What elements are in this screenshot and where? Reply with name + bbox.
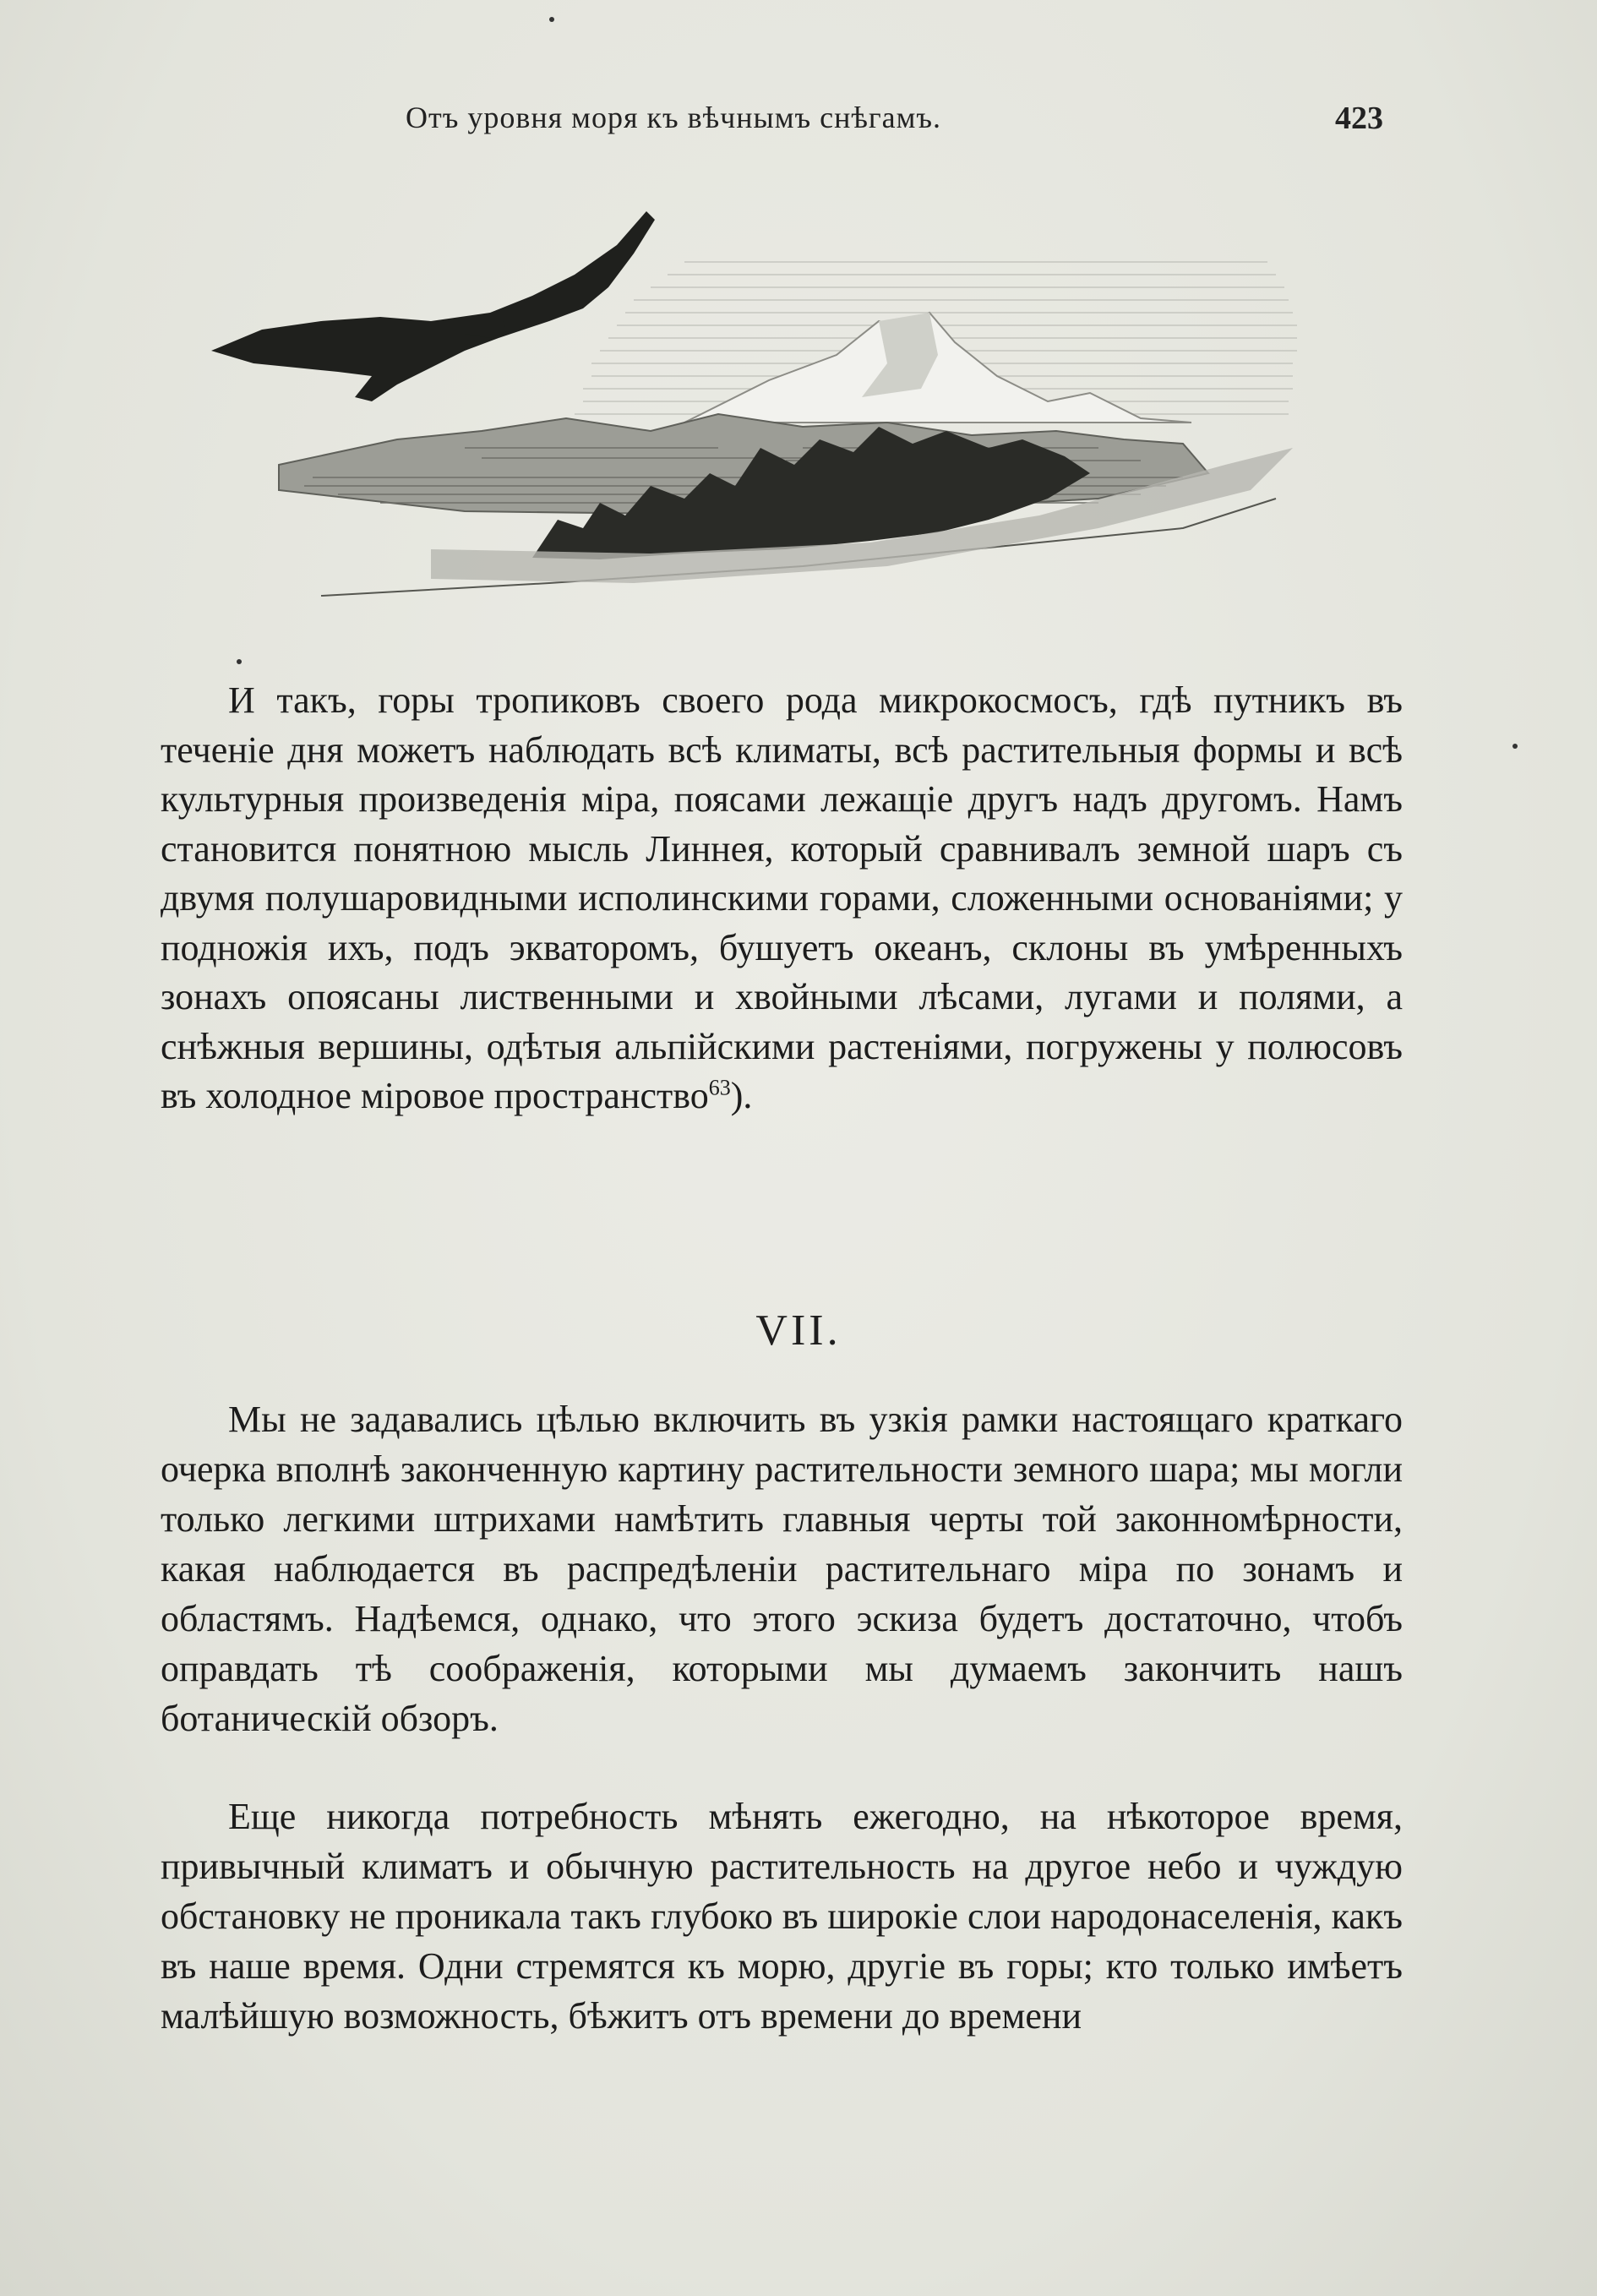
running-title: Отъ уровня моря къ вѣчнымъ снѣгамъ. (406, 101, 942, 134)
paragraph-closing: ). (730, 1075, 753, 1116)
paragraph-tropics (161, 676, 1403, 1121)
print-speck (1513, 744, 1518, 749)
paragraph-text: И такъ, горы тропиковъ своего рода микрокосмосъ, гдѣ путникъ въ теченіе дня можетъ наблюдать всѣ климаты, всѣ растительныя формы и всѣ культурныя произведенія міра, поясами лежащіе другъ надъ другомъ. Намъ становится понятною мысль Линнея, который сравнивалъ земной шаръ съ двумя полушаровидными исполинскими горами, сложенными основаніями; у подножія ихъ, подъ экваторомъ, бушуетъ океанъ, склоны въ умѣренныхъ зонахъ опоясаны лиственными и хвойными лѣсами, лугами и полями, а снѣжныя вершины, одѣтыя альпійскими растеніями, погружены у полюсовъ въ холодное міровое пространство (161, 679, 1403, 1116)
paragraph-aims (161, 1394, 1403, 1743)
print-speck (549, 17, 554, 22)
paragraph-travel (161, 1792, 1403, 2041)
eagle-icon (211, 211, 655, 401)
eagle-mountains-illustration (211, 194, 1344, 617)
print-speck (237, 659, 242, 664)
section-heading: VII. (755, 1306, 842, 1355)
snowy-peak (684, 313, 1191, 423)
paragraph-text: Мы не задавались цѣлью включить въ узкія рамки настоящаго краткаго очерка вполнѣ законченную картину растительности земного шара; мы могли только легкими штрихами намѣтить главныя черты той законномѣрности, какая наблюдается въ распредѣленіи растительнаго міра по зонамъ и областямъ. Надѣемся, однако, что этого эскиза будетъ достаточно, чтобъ оправдать тѣ соображенія, которыми мы думаемъ закончить нашъ ботаническій обзоръ. (161, 1399, 1403, 1739)
page-number: 423 (1335, 101, 1383, 136)
paragraph-text: Еще никогда потребность мѣнять ежегодно, на нѣкоторое время, привычный климатъ и обычную растительность на другое небо и чуждую обстановку не проникала такъ глубоко въ широкіе слои народонаселенія, какъ въ наше время. Одни стремятся къ морю, другіе въ горы; кто только имѣетъ малѣйшую возможность, бѣжитъ отъ времени до времени (161, 1796, 1403, 2037)
footnote-reference: 63 (708, 1075, 731, 1100)
